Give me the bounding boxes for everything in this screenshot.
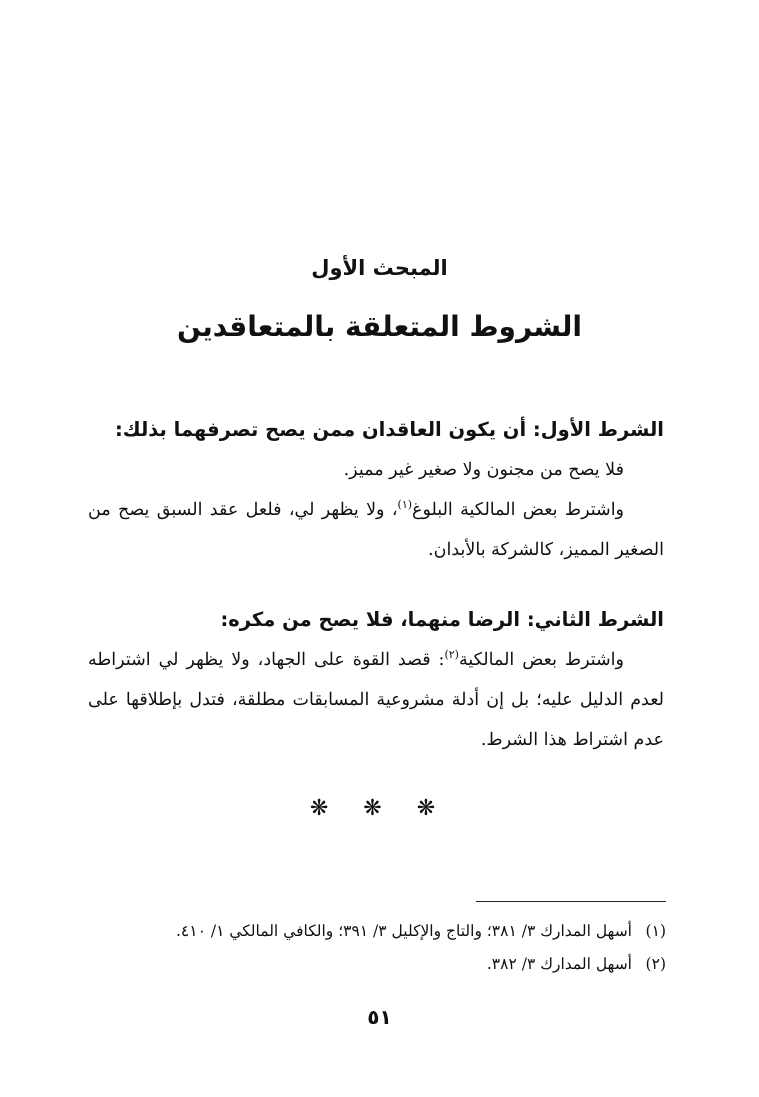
- footnote-1-text: أسهل المدارك ٣/ ٣٨١؛ والتاج والإكليل ٣/ ٣٩١؛ والكافي المالكي ١/ ٤١٠.: [175, 922, 632, 940]
- condition-2-paragraph: [88, 640, 664, 760]
- footnote-1: [86, 915, 666, 948]
- condition-2-paragraph-start: واشترط بعض المالكية: [458, 650, 624, 670]
- footnote-divider: [476, 901, 666, 902]
- condition-1: [88, 410, 664, 570]
- footnote-ref-2[interactable]: (٢): [444, 648, 459, 662]
- condition-2-paragraph-end: : قصد القوة على الجهاد، ولا يظهر لي اشتراطه لعدم الدليل عليه؛ بل إن أدلة مشروعية المسابقات مطلقة، فتدل بإطلاقها على عدم اشتراط هذا الشرط.: [88, 650, 664, 750]
- condition-2: [88, 600, 664, 760]
- condition-1-heading: الشرط الأول: أن يكون العاقدان ممن يصح تصرفهما بذلك:: [115, 418, 664, 441]
- condition-1-paragraph-2-end: ، ولا يظهر لي، فلعل عقد السبق يصح من الصغير المميز، كالشركة بالأبدان.: [88, 500, 664, 560]
- condition-1-paragraph-1: فلا يصح من مجنون ولا صغير غير مميز.: [343, 460, 624, 480]
- footnote-2-number: (٢): [645, 955, 666, 973]
- section-separator: ❋ ❋ ❋: [309, 796, 450, 821]
- condition-1-paragraph-2-start: واشترط بعض المالكية البلوغ: [412, 500, 625, 520]
- footnote-ref-1[interactable]: (١): [397, 498, 413, 512]
- page-number: ٥١: [367, 1005, 392, 1029]
- footnote-2-text: أسهل المدارك ٣/ ٣٨٢.: [486, 955, 632, 973]
- section-title: الشروط المتعلقة بالمتعاقدين: [177, 310, 582, 343]
- footnote-2: [86, 948, 666, 981]
- condition-2-heading: الشرط الثاني: الرضا منهما، فلا يصح من مكره:: [220, 608, 664, 631]
- footnote-1-number: (١): [645, 922, 666, 940]
- section-label: المبحث الأول: [311, 256, 448, 280]
- footnotes: [86, 915, 666, 981]
- condition-1-paragraph-2: [88, 490, 664, 570]
